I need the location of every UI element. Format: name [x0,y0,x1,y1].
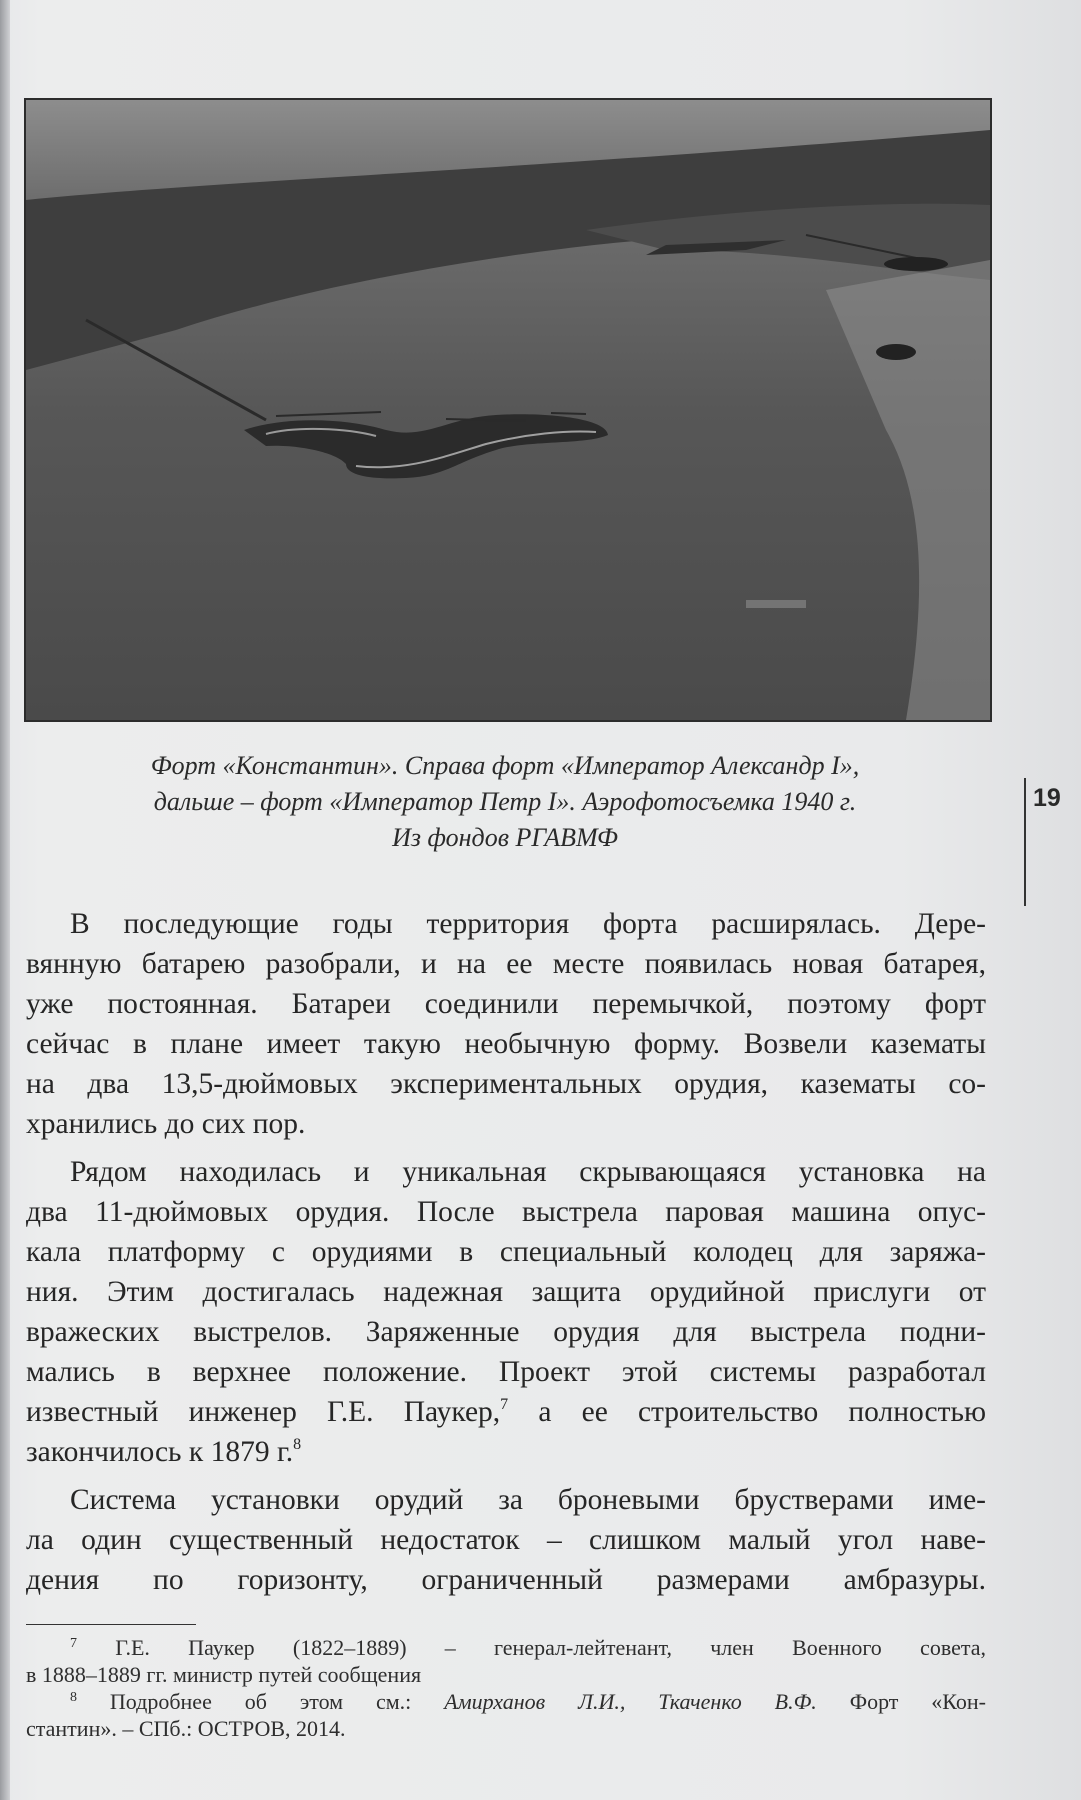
text-line: Система установки орудий за броневыми брустверами име- [70,1484,986,1516]
text-fragment: известный инженер Г.Е. Паукер, [26,1396,501,1428]
caption-line: дальше – форт «Император Петр I». Аэрофотосъемка 1940 г. [153,787,857,816]
page-number-rule [1024,778,1026,906]
text-line: мались в верхнее положение. Проект этой системы разработал [26,1356,986,1388]
text-line: вражеских выстрелов. Заряженные орудия для выстрела подни- [26,1316,986,1348]
text-fragment: закончилось к 1879 г. [26,1436,294,1468]
text-line: на два 13,5-дюймовых экспериментальных орудия, казематы со- [26,1068,986,1100]
page-spine-edge [0,0,10,1800]
text-line: ла один существенный недостаток – слишком малый угол наве- [26,1524,986,1556]
text-line: два 11-дюймовых орудия. После выстрела паровая машина опус- [26,1196,986,1228]
text-line: Рядом находилась и уникальная скрывающаяся установка на [70,1156,986,1188]
caption-line: Из фондов РГАВМФ [392,823,618,852]
footnote-text: Подробнее об этом см.: [77,1689,445,1714]
footnote-authors: Амирханов Л.И., Ткаченко В.Ф. [444,1689,817,1714]
footnote-separator [26,1624,196,1625]
footnote-7-cont: в 1888–1889 гг. министр путей сообщения [26,1662,422,1687]
aerial-photo-icon [26,100,990,720]
text-line: вянную батарею разобрали, и на ее месте появилась новая батарея, [26,948,986,980]
text-line: дения по горизонту, ограниченный размерами амбразуры. [26,1564,986,1596]
aerial-photo [24,98,992,722]
footnote-ref-8[interactable]: 8 [293,1436,302,1453]
text-line: ния. Этим достигалась надежная защита орудийной прислуги от [26,1276,986,1308]
page-number: 19 [1033,784,1061,812]
footnote-number: 8 [70,1690,77,1705]
footnote-text: Г.Е. Паукер (1822–1889) – генерал-лейтенант, член Военного совета, [77,1635,986,1660]
text-line [26,1392,986,1432]
caption-line: Форт «Константин». Справа форт «Император Александр I», [150,751,860,780]
photo-caption [40,748,970,856]
text-line: кала платформу с орудиями в специальный колодец для заряжа- [26,1236,986,1268]
text-fragment: а ее строительство полностью [508,1396,986,1428]
footnote-8-cont: стантин». – СПб.: ОСТРОВ, 2014. [26,1716,346,1741]
footnote-text: Форт «Кон- [816,1689,986,1714]
footnote-number: 7 [70,1636,77,1651]
footnotes [26,1634,986,1742]
text-line: В последующие годы территория форта расширялась. Дере- [70,908,986,940]
text-line: сейчас в плане имеет такую необычную форму. Возвели казематы [26,1028,986,1060]
text-line [26,1432,986,1472]
footnote-7 [26,1634,986,1661]
text-line: хранились до сих пор. [26,1108,306,1140]
footnote-8 [26,1688,986,1715]
main-text [26,904,986,1600]
footnote-ref-7[interactable]: 7 [500,1396,509,1413]
text-line: уже постоянная. Батареи соединили перемычкой, поэтому форт [26,988,986,1020]
